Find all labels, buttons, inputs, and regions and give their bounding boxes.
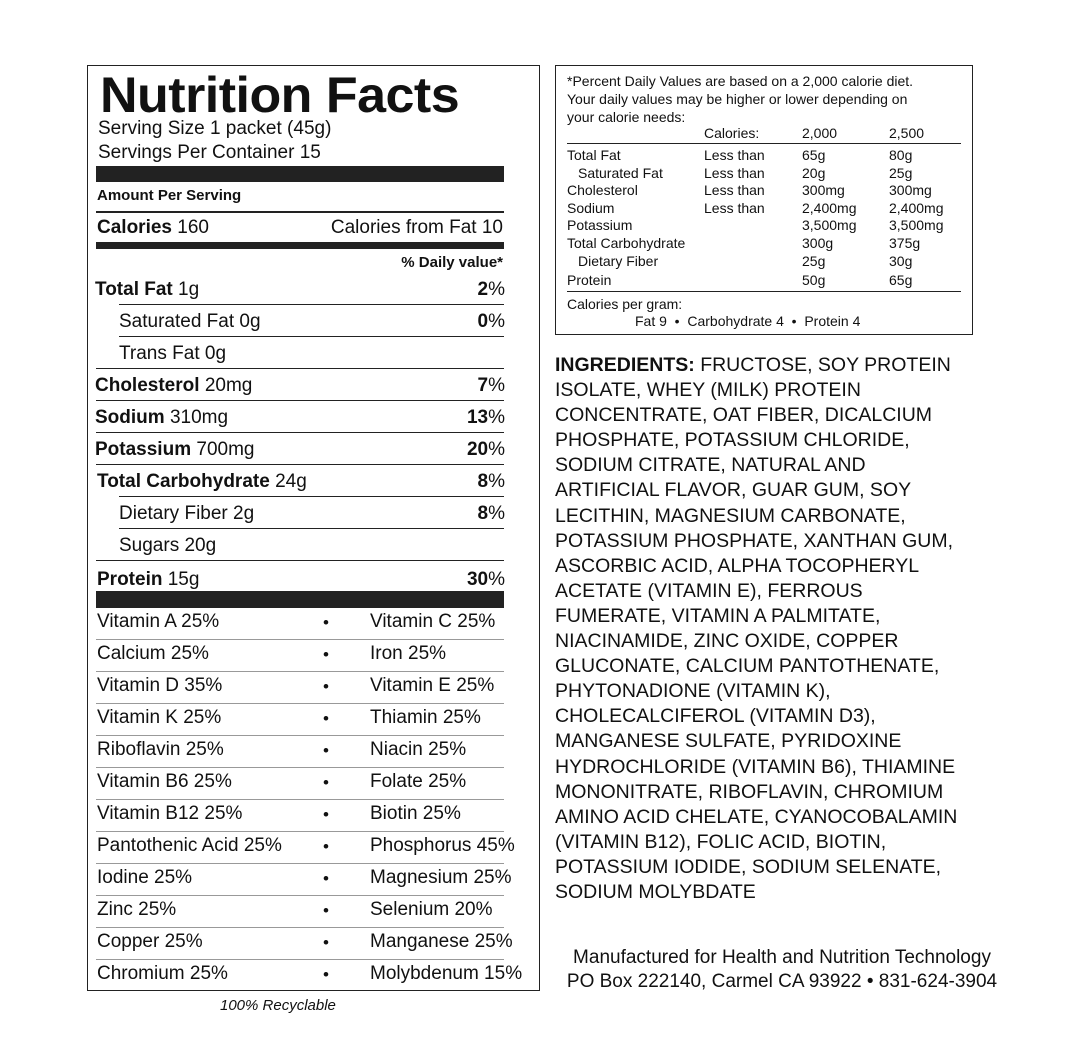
panel-title: Nutrition Facts bbox=[100, 67, 460, 123]
nutrient-amount: Trans Fat 0g bbox=[119, 343, 227, 364]
nutrient-pct-sign: % bbox=[488, 375, 505, 396]
dv-value-2500: 65g bbox=[889, 272, 913, 289]
nutrient-amount: Sugars 20g bbox=[119, 535, 217, 556]
dv-value-2000: 300mg bbox=[802, 182, 845, 199]
vitamin-right: Phosphorus 45% bbox=[370, 835, 515, 856]
daily-value-header: % Daily value* bbox=[401, 254, 503, 271]
dv-value-2500: 30g bbox=[889, 252, 913, 269]
vitamin-separator: • bbox=[323, 773, 329, 792]
nutrient-pct-number: 8 bbox=[477, 503, 489, 524]
dv-value-2000: 65g bbox=[802, 147, 826, 163]
nutrient-daily-value bbox=[478, 471, 505, 493]
vitamin-separator: • bbox=[323, 805, 329, 824]
dv-qualifier: Less than bbox=[704, 182, 765, 199]
dv-value-2500: 80g bbox=[889, 147, 913, 163]
vitamin-left: Vitamin K 25% bbox=[97, 707, 222, 728]
calories-value: 160 bbox=[177, 217, 209, 238]
nutrient-pct-sign: % bbox=[488, 407, 505, 428]
dv-nutrient: Saturated Fat bbox=[578, 164, 663, 181]
nutrient-daily-value bbox=[478, 279, 505, 301]
vitamin-right: Vitamin E 25% bbox=[370, 675, 495, 696]
nutrient-pct-number: 0 bbox=[477, 311, 489, 332]
amount-per-serving-label: Amount Per Serving bbox=[97, 187, 242, 204]
vitamin-left: Copper 25% bbox=[97, 931, 203, 952]
ingredients-text: FRUCTOSE, SOY PROTEIN ISOLATE, WHEY (MILK) PROTEIN CONCENTRATE, OAT FIBER, DICALCIUM PHOSPHATE, POTASSIUM CHLORIDE, SODIUM CITRATE, NATURAL AND ARTIFICIAL FLAVOR, GUAR GUM, SOY LECITHIN, MAGNESIUM CARBONATE, POTASSIUM PHOSPHATE, XANTHAN GUM, ASCORBIC ACID, ALPHA TOCOPHERYL ACETATE (VITAMIN E), FERROUS FUMERATE, VITAMIN A PALMITATE, NIACINAMIDE, ZINC OXIDE, COPPER GLUCONATE, CALCIUM PANTOTHENATE, PHYTONADIONE (VITAMIN K), CHOLECALCIFEROL (VITAMIN D3), MANGANESE SULFATE, PYRIDOXINE HYDROCHLORIDE (VITAMIN B6), THIAMINE MONONITRATE, RIBOFLAVIN, CHROMIUM AMINO ACID CHELATE, CYANOCOBALAMIN (VITAMIN B12), FOLIC ACID, BIOTIN, POTASSIUM IODIDE, SODIUM SELENATE, SODIUM MOLYBDATE bbox=[555, 354, 958, 903]
dv-divider bbox=[567, 143, 961, 144]
vitamin-right: Biotin 25% bbox=[370, 803, 461, 824]
vitamin-separator: • bbox=[323, 837, 329, 856]
thick-divider-vitamins bbox=[96, 591, 504, 608]
nutrient-daily-value bbox=[467, 569, 505, 591]
dv-nutrient: Cholesterol bbox=[567, 182, 638, 199]
vitamin-left: Vitamin B6 25% bbox=[97, 771, 232, 792]
dv-nutrient: Sodium bbox=[567, 199, 615, 216]
serving-size: Serving Size 1 packet (45g) bbox=[98, 118, 332, 139]
row-divider bbox=[96, 560, 504, 561]
nutrient-row bbox=[95, 439, 254, 461]
nutrient-row bbox=[119, 503, 254, 525]
dv-value-2500: 2,400mg bbox=[889, 199, 944, 216]
nutrient-amount: Saturated Fat 0g bbox=[119, 311, 261, 332]
dv-calories-2000: 2,000 bbox=[802, 125, 838, 141]
nutrient-name: Protein bbox=[97, 569, 163, 590]
row-divider bbox=[119, 336, 504, 337]
vitamin-separator: • bbox=[323, 677, 329, 696]
dv-qualifier: Less than bbox=[704, 147, 765, 163]
row-divider bbox=[119, 528, 504, 529]
dv-nutrient: Total Fat bbox=[567, 147, 621, 163]
dv-calories-2500: 2,500 bbox=[889, 125, 925, 141]
dv-note-1: *Percent Daily Values are based on a 2,000 calorie diet. bbox=[567, 73, 914, 89]
dv-value-2500: 3,500mg bbox=[889, 217, 944, 234]
manufacturer-info bbox=[552, 946, 1012, 994]
dv-qualifier: Less than bbox=[704, 164, 765, 181]
calories-label: Calories bbox=[97, 217, 172, 238]
nutrient-row bbox=[95, 375, 252, 397]
nutrient-row bbox=[97, 471, 307, 493]
nutrient-pct-sign: % bbox=[488, 311, 505, 332]
nutrient-daily-value bbox=[467, 439, 505, 461]
vitamin-separator: • bbox=[323, 741, 329, 760]
vitamin-separator: • bbox=[323, 933, 329, 952]
vitamin-right: Iron 25% bbox=[370, 643, 447, 664]
calories-row bbox=[97, 217, 209, 239]
dv-value-2500: 375g bbox=[889, 235, 921, 251]
dv-divider-bottom bbox=[567, 291, 961, 292]
nutrient-amount: 15g bbox=[167, 569, 200, 590]
servings-per-container: Servings Per Container 15 bbox=[98, 142, 321, 163]
dv-value-2000: 25g bbox=[802, 252, 826, 269]
dv-note-2: Your daily values may be higher or lower depending on bbox=[567, 91, 908, 107]
vitamin-right: Niacin 25% bbox=[370, 739, 467, 760]
vitamin-right: Folate 25% bbox=[370, 771, 467, 792]
dv-value-2000: 300g bbox=[802, 235, 834, 251]
recyclable-note: 100% Recyclable bbox=[220, 997, 336, 1014]
dv-nutrient: Total Carbohydrate bbox=[567, 235, 686, 251]
dv-cal-per-gram: Calories per gram: bbox=[567, 296, 683, 312]
vitamin-right: Magnesium 25% bbox=[370, 867, 512, 888]
vitamin-left: Riboflavin 25% bbox=[97, 739, 224, 760]
row-divider bbox=[96, 400, 504, 401]
dv-value-2500: 300mg bbox=[889, 182, 932, 199]
dv-nutrient: Potassium bbox=[567, 217, 633, 234]
nutrient-pct-sign: % bbox=[488, 279, 505, 300]
calories-from-fat: Calories from Fat 10 bbox=[330, 217, 503, 238]
vitamin-divider bbox=[96, 703, 504, 704]
vitamin-separator: • bbox=[323, 965, 329, 984]
vitamin-left: Iodine 25% bbox=[97, 867, 193, 888]
nutrient-pct-number: 7 bbox=[477, 375, 489, 396]
nutrient-name: Sodium bbox=[95, 407, 165, 428]
vitamin-left: Vitamin D 35% bbox=[97, 675, 223, 696]
nutrient-amount: 1g bbox=[178, 279, 200, 300]
ingredients-label: INGREDIENTS: bbox=[555, 354, 695, 376]
vitamin-divider bbox=[96, 639, 504, 640]
vitamin-divider bbox=[96, 799, 504, 800]
nutrient-row bbox=[119, 311, 261, 333]
nutrient-pct-sign: % bbox=[488, 439, 505, 460]
vitamin-separator: • bbox=[323, 645, 329, 664]
vitamin-right: Thiamin 25% bbox=[370, 707, 481, 728]
vitamin-right: Manganese 25% bbox=[370, 931, 513, 952]
dv-cal-per-gram-values: Fat 9 • Carbohydrate 4 • Protein 4 bbox=[635, 313, 861, 329]
dv-note-3: your calorie needs: bbox=[567, 109, 686, 125]
vitamin-divider bbox=[96, 735, 504, 736]
nutrient-daily-value bbox=[467, 407, 505, 429]
vitamin-right: Vitamin C 25% bbox=[370, 611, 496, 632]
nutrient-amount: 24g bbox=[275, 471, 307, 492]
nutrient-name: Total Fat bbox=[95, 279, 173, 300]
vitamin-right: Selenium 20% bbox=[370, 899, 493, 920]
nutrient-row bbox=[95, 279, 199, 301]
nutrient-daily-value bbox=[478, 375, 505, 397]
nutrient-daily-value bbox=[478, 311, 505, 333]
nutrient-row bbox=[119, 343, 226, 365]
ingredients-block bbox=[555, 353, 960, 905]
manufacturer-line-1: Manufactured for Health and Nutrition Technology bbox=[573, 947, 991, 968]
nutrient-pct-number: 8 bbox=[477, 471, 489, 492]
row-divider bbox=[96, 368, 504, 369]
nutrient-amount: 700mg bbox=[196, 439, 255, 460]
dv-nutrient: Protein bbox=[567, 272, 612, 289]
row-divider bbox=[119, 496, 504, 497]
vitamin-separator: • bbox=[323, 613, 329, 632]
vitamin-left: Vitamin A 25% bbox=[97, 611, 220, 632]
nutrient-pct-sign: % bbox=[488, 503, 505, 524]
divider bbox=[96, 211, 504, 213]
vitamin-divider bbox=[96, 927, 504, 928]
vitamin-divider bbox=[96, 671, 504, 672]
vitamin-left: Zinc 25% bbox=[97, 899, 177, 920]
vitamin-separator: • bbox=[323, 709, 329, 728]
nutrition-facts-panel bbox=[87, 65, 540, 991]
manufacturer-line-2: PO Box 222140, Carmel CA 93922 • 831-624-3904 bbox=[566, 971, 998, 992]
nutrient-name: Potassium bbox=[95, 439, 192, 460]
nutrient-pct-number: 20 bbox=[466, 439, 489, 460]
medium-divider bbox=[96, 242, 504, 249]
nutrient-pct-sign: % bbox=[488, 569, 505, 590]
nutrient-pct-number: 13 bbox=[466, 407, 489, 428]
dv-qualifier: Less than bbox=[704, 199, 765, 216]
vitamin-divider bbox=[96, 959, 504, 960]
nutrient-amount: 20mg bbox=[204, 375, 253, 396]
vitamin-divider bbox=[96, 831, 504, 832]
dv-value-2000: 2,400mg bbox=[802, 199, 857, 216]
row-divider bbox=[96, 432, 504, 433]
dv-value-2000: 20g bbox=[802, 164, 826, 181]
nutrient-amount: Dietary Fiber 2g bbox=[119, 503, 255, 524]
vitamin-divider bbox=[96, 767, 504, 768]
thick-divider bbox=[96, 166, 504, 182]
vitamin-left: Pantothenic Acid 25% bbox=[97, 835, 282, 856]
vitamin-separator: • bbox=[323, 901, 329, 920]
nutrient-pct-number: 2 bbox=[477, 279, 489, 300]
nutrient-row bbox=[95, 407, 228, 429]
nutrient-name: Cholesterol bbox=[95, 375, 200, 396]
nutrient-name: Total Carbohydrate bbox=[97, 471, 270, 492]
vitamin-divider bbox=[96, 863, 504, 864]
dv-value-2500: 25g bbox=[889, 164, 913, 181]
vitamin-right: Molybdenum 15% bbox=[370, 963, 523, 984]
vitamin-separator: • bbox=[323, 869, 329, 888]
vitamin-left: Chromium 25% bbox=[97, 963, 228, 984]
nutrient-pct-sign: % bbox=[488, 471, 505, 492]
vitamin-left: Vitamin B12 25% bbox=[97, 803, 243, 824]
dv-calories-label: Calories: bbox=[704, 125, 760, 141]
nutrient-pct-number: 30 bbox=[466, 569, 489, 590]
nutrient-daily-value bbox=[478, 503, 505, 525]
dv-value-2000: 50g bbox=[802, 272, 826, 289]
dv-nutrient: Dietary Fiber bbox=[578, 252, 659, 269]
vitamin-divider bbox=[96, 895, 504, 896]
vitamin-left: Calcium 25% bbox=[97, 643, 209, 664]
row-divider bbox=[119, 304, 504, 305]
nutrient-row bbox=[119, 535, 216, 557]
daily-values-footnote bbox=[555, 65, 973, 335]
row-divider bbox=[96, 464, 504, 465]
nutrient-row bbox=[97, 569, 199, 591]
dv-value-2000: 3,500mg bbox=[802, 217, 857, 234]
nutrient-amount: 310mg bbox=[169, 407, 229, 428]
